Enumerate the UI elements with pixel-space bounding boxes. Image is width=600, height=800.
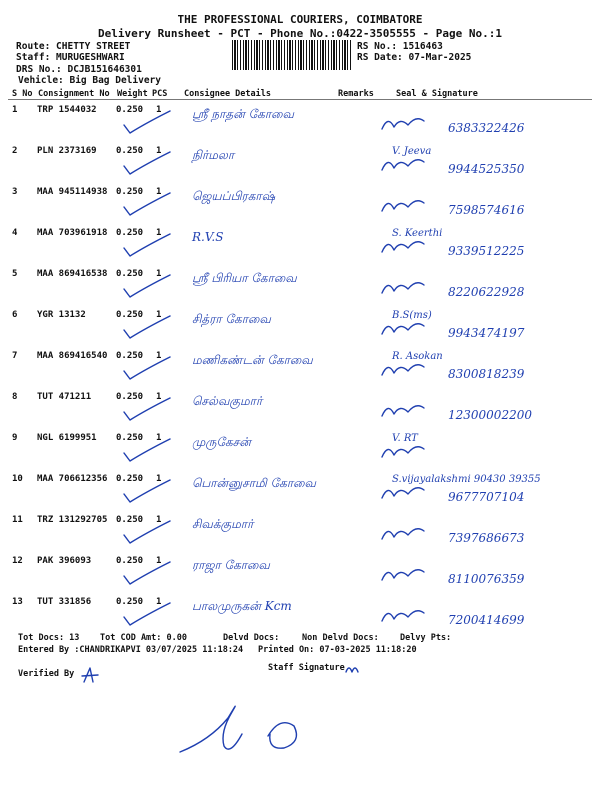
row-weight: 0.250	[116, 597, 144, 607]
receiver-signature	[378, 562, 428, 588]
row-weight: 0.250	[116, 433, 144, 443]
receiver-signature	[378, 111, 428, 137]
row-sno: 8	[12, 392, 18, 402]
row-phone: 9944525350	[448, 162, 525, 176]
col-sno: S No	[12, 89, 33, 99]
table-row	[0, 306, 600, 347]
row-consignment-no: TUT 471211	[37, 392, 92, 402]
row-consignee-name: மணிகண்டன் கோவை	[192, 353, 313, 367]
row-pcs: 1	[156, 433, 162, 443]
row-consignee-name: செல்வகுமார்	[192, 394, 263, 408]
delvd-docs: Delvd Docs:	[223, 633, 280, 643]
table-row	[0, 265, 600, 306]
table-row	[0, 101, 600, 142]
col-pcs: PCS	[152, 89, 168, 99]
row-weight: 0.250	[116, 146, 144, 156]
row-pcs: 1	[156, 515, 162, 525]
row-phone: 7397686673	[448, 531, 525, 545]
delivery-tick-mark	[118, 355, 178, 385]
row-consignment-no: TUT 331856	[37, 597, 92, 607]
rs-number: RS No.: 1516463	[357, 41, 443, 52]
row-weight: 0.250	[116, 187, 144, 197]
col-consignee: Consignee Details	[184, 89, 271, 99]
delivery-tick-mark	[118, 437, 178, 467]
row-pcs: 1	[156, 556, 162, 566]
receiver-signature	[378, 152, 428, 178]
header-rule	[8, 99, 592, 100]
delvy-pts: Delvy Pts:	[400, 633, 452, 643]
row-consignee-name: ராஜா கோவை	[192, 558, 270, 572]
row-pcs: 1	[156, 474, 162, 484]
row-pcs: 1	[156, 310, 162, 320]
row-consignment-no: PLN 2373169	[37, 146, 97, 156]
row-phone: 9677707104	[448, 490, 525, 504]
receiver-signature	[378, 521, 428, 547]
delivery-tick-mark	[118, 109, 178, 139]
non-delvd-docs: Non Delvd Docs:	[302, 633, 379, 643]
staff-signature-label: Staff Signature	[268, 663, 345, 673]
row-consignee-name: R.V.S	[192, 230, 224, 244]
row-consignment-no: TRZ 131292705	[37, 515, 108, 525]
table-row	[0, 347, 600, 388]
row-consignee-name: முருகேசன்	[192, 435, 251, 449]
row-consignment-no: MAA 869416538	[37, 269, 108, 279]
row-phone: 8300818239	[448, 367, 525, 381]
table-row	[0, 593, 600, 634]
row-receiver-name: S. Keerthi	[392, 228, 443, 239]
row-consignee-name: பொன்னுசாமி கோவை	[192, 476, 316, 490]
delivery-tick-mark	[118, 519, 178, 549]
staff-signature	[170, 690, 320, 770]
row-weight: 0.250	[116, 392, 144, 402]
row-pcs: 1	[156, 146, 162, 156]
row-sno: 3	[12, 187, 18, 197]
drs-number: DRS No.: DCJB151646301	[16, 64, 142, 75]
barcode	[232, 40, 352, 70]
receiver-signature	[378, 193, 428, 219]
row-receiver-name: S.vijayalakshmi 90430 39355	[392, 474, 541, 485]
row-consignee-name: ஜெயப்பிரகாஷ்	[192, 189, 276, 203]
staff-label: Staff: MURUGESHWARI	[16, 52, 125, 63]
receiver-signature	[378, 603, 428, 629]
row-pcs: 1	[156, 351, 162, 361]
delivery-tick-mark	[118, 191, 178, 221]
row-receiver-name: V. RT	[392, 433, 418, 444]
row-weight: 0.250	[116, 515, 144, 525]
row-weight: 0.250	[116, 474, 144, 484]
receiver-signature	[378, 316, 428, 342]
row-consignment-no: PAK 396093	[37, 556, 92, 566]
row-consignee-name: சிவக்குமார்	[192, 517, 254, 531]
row-consignment-no: MAA 869416540	[37, 351, 108, 361]
table-row	[0, 142, 600, 183]
tot-docs: Tot Docs: 13	[18, 633, 80, 643]
company-title: THE PROFESSIONAL COURIERS, COIMBATORE	[177, 13, 423, 26]
row-phone: 7598574616	[448, 203, 525, 217]
table-row	[0, 552, 600, 593]
row-phone: 8220622928	[448, 285, 525, 299]
rs-date: RS Date: 07-Mar-2025	[357, 52, 472, 63]
receiver-signature	[378, 439, 428, 465]
row-pcs: 1	[156, 105, 162, 115]
row-phone: 7200414699	[448, 613, 525, 627]
route-label: Route: CHETTY STREET	[16, 41, 131, 52]
receiver-signature	[378, 234, 428, 260]
delivery-tick-mark	[118, 560, 178, 590]
vehicle-label: Vehicle: Big Bag Delivery	[18, 75, 161, 86]
col-seal-signature: Seal & Signature	[396, 89, 478, 99]
tot-cod-amt: Tot COD Amt: 0.00	[100, 633, 187, 643]
col-weight: Weight	[117, 89, 148, 99]
row-weight: 0.250	[116, 228, 144, 238]
runsheet-subtitle: Delivery Runsheet - PCT - Phone No.:0422-3505555 - Page No.:1	[98, 27, 502, 40]
row-receiver-name: R. Asokan	[392, 351, 443, 362]
row-consignee-name: ஸ்ரீ நாதன் கோவை	[192, 107, 294, 121]
row-sno: 6	[12, 310, 18, 320]
row-consignee-name: நிர்மலா	[192, 148, 235, 162]
delivery-tick-mark	[118, 396, 178, 426]
row-consignment-no: TRP 1544032	[37, 105, 97, 115]
table-row	[0, 511, 600, 552]
printed-on: Printed On: 07-03-2025 11:18:20	[258, 645, 417, 655]
table-row	[0, 470, 600, 511]
row-phone: 9339512225	[448, 244, 525, 258]
delivery-tick-mark	[118, 273, 178, 303]
row-weight: 0.250	[116, 269, 144, 279]
row-pcs: 1	[156, 228, 162, 238]
receiver-signature	[378, 357, 428, 383]
row-sno: 11	[12, 515, 23, 525]
row-sno: 4	[12, 228, 18, 238]
delivery-tick-mark	[118, 478, 178, 508]
row-pcs: 1	[156, 269, 162, 279]
row-weight: 0.250	[116, 105, 144, 115]
row-consignment-no: MAA 945114938	[37, 187, 108, 197]
row-consignment-no: YGR 13132	[37, 310, 86, 320]
delivery-tick-mark	[118, 232, 178, 262]
receiver-signature	[378, 398, 428, 424]
row-receiver-name: V. Jeeva	[392, 146, 432, 157]
row-consignment-no: MAA 706612356	[37, 474, 108, 484]
col-consignment: Consignment No	[38, 89, 110, 99]
row-weight: 0.250	[116, 351, 144, 361]
delivery-tick-mark	[118, 314, 178, 344]
row-pcs: 1	[156, 597, 162, 607]
receiver-signature	[378, 275, 428, 301]
row-phone: 9943474197	[448, 326, 525, 340]
table-row	[0, 224, 600, 265]
row-consignment-no: NGL 6199951	[37, 433, 97, 443]
row-consignee-name: ஸ்ரீ பிரியா கோவை	[192, 271, 297, 285]
row-weight: 0.250	[116, 310, 144, 320]
table-row	[0, 388, 600, 429]
row-phone: 12300002200	[448, 408, 532, 422]
row-pcs: 1	[156, 187, 162, 197]
delivery-tick-mark	[118, 601, 178, 631]
row-consignment-no: MAA 703961918	[37, 228, 108, 238]
row-consignee-name: பாலமுருகன் Kcm	[192, 599, 292, 613]
verified-signature	[80, 664, 110, 688]
row-sno: 12	[12, 556, 23, 566]
receiver-signature	[378, 480, 428, 506]
entered-by: Entered By :CHANDRIKAPVI 03/07/2025 11:18:24	[18, 645, 244, 655]
row-phone: 8110076359	[448, 572, 525, 586]
row-sno: 9	[12, 433, 18, 443]
row-sno: 5	[12, 269, 18, 279]
row-sno: 13	[12, 597, 23, 607]
row-sno: 2	[12, 146, 18, 156]
table-row	[0, 429, 600, 470]
table-row	[0, 183, 600, 224]
col-remarks: Remarks	[338, 89, 374, 99]
delivery-tick-mark	[118, 150, 178, 180]
row-sno: 10	[12, 474, 23, 484]
row-weight: 0.250	[116, 556, 144, 566]
staff-initial-signature	[344, 660, 374, 680]
row-consignee-name: சித்ரா கோவை	[192, 312, 271, 326]
row-receiver-name: B.S(ms)	[392, 310, 432, 321]
row-sno: 1	[12, 105, 18, 115]
verified-by: Verified By	[18, 669, 75, 679]
row-sno: 7	[12, 351, 18, 361]
row-pcs: 1	[156, 392, 162, 402]
row-phone: 6383322426	[448, 121, 525, 135]
